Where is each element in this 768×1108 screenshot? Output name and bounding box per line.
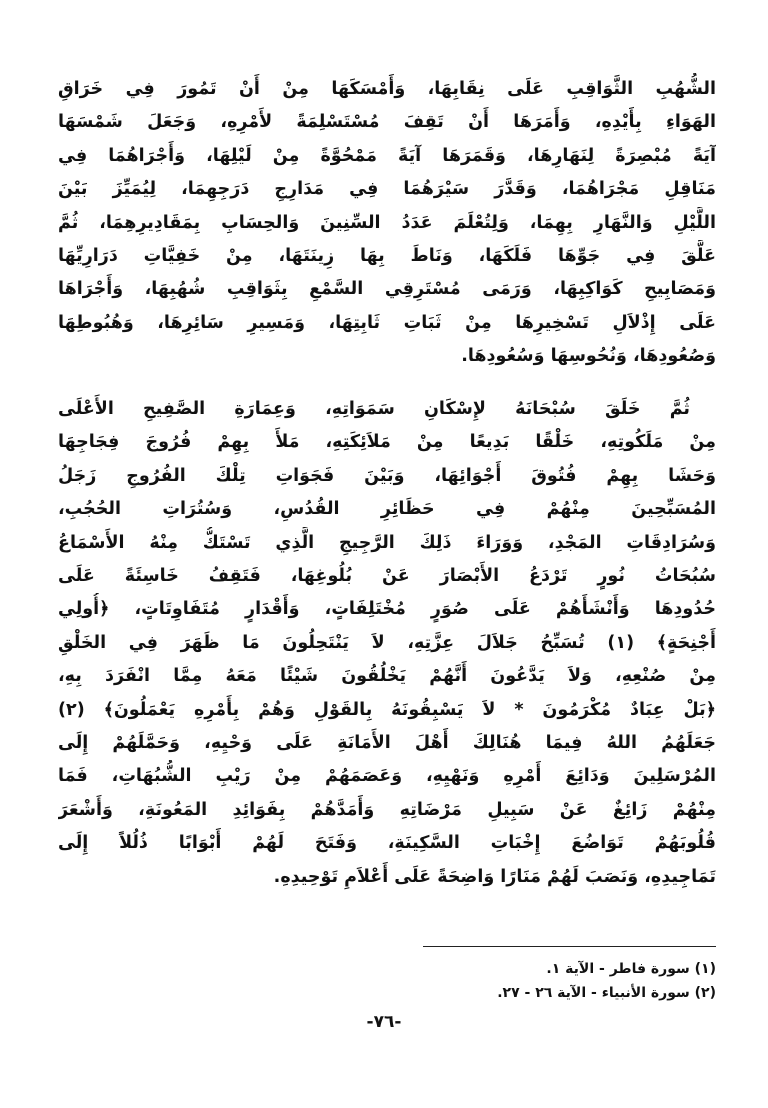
paragraph-1 (58, 73, 716, 374)
text-line: عَلَّقَ فِي جَوِّهَا فَلَكَهَا، وَنَاطَ بِهَا زِينَتَهَا، مِنْ خَفِيَّاتِ دَرَارِيِّهَا (58, 246, 716, 267)
paragraph-2 (58, 393, 716, 894)
page-number: -٧٦- (366, 1012, 402, 1032)
footnotes (380, 957, 716, 1005)
text-line: أَجْنِحَةٍ﴾ (١) تُسَبِّحُ جَلاَلَ عِزَّتِهِ، لاَ يَنْتَحِلُونَ مَا ظَهَرَ فِي الخَلْقِ (58, 632, 716, 653)
footnote-divider (423, 946, 716, 947)
text-line: ﴿بَلْ عِبَادٌ مُكْرَمُونَ * لاَ يَسْبِقُونَهُ بِالقَوْلِ وَهُمْ بِأَمْرِهِ يَعْمَلُونَ﴾ (٢) (58, 699, 716, 720)
text-line: الهَوَاءِ بِأَيْدِهِ، وَأَمَرَهَا أَنْ تَقِفَ مُسْتَسْلِمَةً لأَمْرِهِ، وَجَعَلَ شَمْسَهَا (58, 112, 716, 133)
text-line: سُبُحَاتُ نُورٍ تَرْدَعُ الأَبْصَارَ عَنْ بُلُوغِهَا، فَتَقِفُ خَاسِئَةً عَلَى (58, 566, 716, 587)
text-line: جَعَلَهُمُ اللهُ فِيمَا هُنَالِكَ أَهْلَ الأَمَانَةِ عَلَى وَحْيِهِ، وَحَمَّلَهُمْ إِلَى (58, 733, 716, 754)
text-line: آيَةً مُبْصِرَةً لِنَهَارِهَا، وَقَمَرَهَا آيَةً مَمْحُوَّةً مِنْ لَيْلِهَا، وَأَجْرَاهُمَا فِي (58, 145, 716, 166)
text-line: وَمَصَابِيحِ كَوَاكِبِهَا، وَرَمَى مُسْتَرِقِي السَّمْعِ بِثَوَاقِبِ شُهُبِهَا، وَأَجْرَاهَا (58, 279, 716, 300)
text-line: مَنَاقِلِ مَجْرَاهُمَا، وَقَدَّرَ سَيْرَهُمَا فِي مَدَارِجِ دَرَجِهِمَا، لِيُمَيِّزَ بَيْنَ (58, 179, 716, 200)
text-line: حُدُودِهَا وَأَنْشَأَهُمْ عَلَى صُوَرٍ مُخْتَلِفَاتٍ، وَأَقْدَارٍ مُتَفَاوِتَاتٍ، ﴿أُولِي (58, 599, 716, 620)
text-line: قُلُوبَهُمْ تَوَاضُعَ إِخْبَاتِ السَّكِينَةِ، وَفَتَحَ لَهُمْ أَبْوَابًا ذُلُلاً إِلَى (58, 833, 716, 854)
text-line: المُرْسَلِينَ وَدَائِعَ أَمْرِهِ وَنَهْيِهِ، وَعَصَمَهُمْ مِنْ رَيْبِ الشُّبُهَاتِ، فَمَا (58, 766, 716, 787)
text-line: الشُّهُبِ الثَّوَاقِبِ عَلَى نِقَابِهَا، وَأَمْسَكَهَا مِنْ أَنْ تَمُورَ فِي خَرَاقِ (58, 79, 716, 99)
text-line: المُسَبِّحِينَ مِنْهُمْ فِي حَظَائِرِ القُدُسِ، وَسُتُرَاتِ الحُجُبِ، (58, 499, 716, 520)
footnote: (٢) سورة الأنبياء - الآية ٢٦ - ٢٧. (497, 985, 716, 1001)
text-line: وَحَشَا بِهِمْ فُتُوقَ أَجْوَائِهَا، وَبَيْنَ فَجَوَاتِ تِلْكَ الفُرُوجِ زَجَلُ (58, 465, 716, 486)
text-line: اللَّيْلِ وَالنَّهَارِ بِهِمَا، وَلِتُعْلَمَ عَدَدُ السِّنِينَ وَالحِسَابِ بِمَقَادِيرِهِمَا، ثُمَّ (58, 212, 716, 233)
text-line: عَلَى إِذْلاَلِ تَسْخِيرِهَا مِنْ ثَبَاتِ ثَابِتِهَا، وَمَسِيرِ سَائِرِهَا، وَهُبُوطِهَا (58, 312, 716, 333)
text-line: تَمَاجِيدِهِ، وَنَصَبَ لَهُمْ مَنَارًا وَاضِحَةً عَلَى أَعْلاَمِ تَوْحِيدِهِ. (273, 866, 716, 887)
text-line: مِنْهُمْ زَائِغٌ عَنْ سَبِيلِ مَرْضَاتِهِ وَأَمَدَّهُمْ بِفَوَائِدِ المَعُونَةِ، وَأَشْعَرَ (58, 799, 716, 820)
text-line: مِنْ مَلَكُوتِهِ، خَلْقًا بَدِيعًا مِنْ مَلاَئِكَتِهِ، مَلأَ بِهِمْ فُرُوجَ فِجَاجِهَا (58, 432, 716, 453)
footnote: (١) سورة فاطر - الآية ١. (546, 961, 716, 977)
text-line: مِنْ صُنْعِهِ، وَلاَ يَدَّعُونَ أَنَّهُمْ يَخْلُقُونَ شَيْئًا مَعَهُ مِمَّا انْفَرَدَ بِهِ، (58, 666, 716, 687)
text-line: ثُمَّ خَلَقَ سُبْحَانَهُ لإِسْكَانِ سَمَوَاتِهِ، وَعِمَارَةِ الصَّفِيحِ الأَعْلَى (58, 399, 690, 419)
text-line: وَسُرَادِقَاتِ المَجْدِ، وَوَرَاءَ ذَلِكَ الرَّجِيجِ الَّذِي تَسْتَكُّ مِنْهُ الأَسْمَاعُ (58, 532, 716, 553)
text-line: وَصُعُودِهَا، وَنُحُوسِهَا وَسُعُودِهَا. (461, 346, 716, 367)
